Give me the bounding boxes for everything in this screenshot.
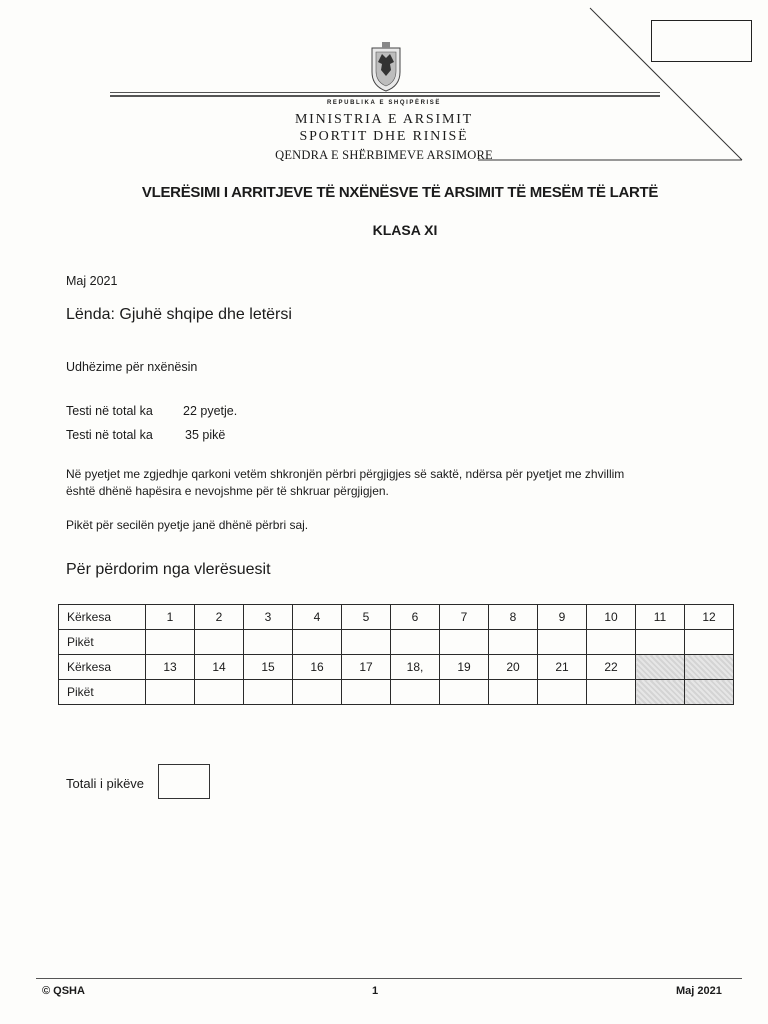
points-total-label: Testi në total ka xyxy=(66,428,153,442)
points-cell[interactable] xyxy=(440,630,489,655)
question-number: 6 xyxy=(391,605,440,630)
points-cell[interactable] xyxy=(293,630,342,655)
points-cell[interactable] xyxy=(489,680,538,705)
questions-count-value: 22 pyetje. xyxy=(183,404,238,418)
total-points-label: Totali i pikëve xyxy=(66,776,145,791)
exam-date: Maj 2021 xyxy=(66,274,118,288)
points-cell[interactable] xyxy=(244,680,293,705)
points-cell[interactable] xyxy=(587,680,636,705)
footer-rule xyxy=(36,978,742,979)
question-number: 15 xyxy=(244,655,293,680)
instructions-paragraph2: Pikët për secilën pyetje janë dhënë përbri saj. xyxy=(66,518,309,532)
question-number: 20 xyxy=(489,655,538,680)
row-label: Kërkesa xyxy=(59,655,146,680)
points-cell[interactable] xyxy=(489,630,538,655)
shaded-cell xyxy=(685,680,734,705)
points-cell[interactable] xyxy=(538,630,587,655)
questions-count-label: Testi në total ka xyxy=(66,404,153,418)
question-number: 18, xyxy=(391,655,440,680)
question-number: 5 xyxy=(342,605,391,630)
table-row xyxy=(59,680,734,705)
ministry-name-line1: MINISTRIA E ARSIMIT xyxy=(294,112,474,127)
instructions-paragraph-line2: është dhënë hapësira e nevojshme për të shkruar përgjigjen. xyxy=(66,484,389,498)
footer-date: Maj 2021 xyxy=(676,985,722,997)
points-cell[interactable] xyxy=(685,630,734,655)
row-label: Kërkesa xyxy=(59,605,146,630)
points-cell[interactable] xyxy=(146,680,195,705)
instructions-paragraph-line1: Në pyetjet me zgjedhje qarkoni vetëm shkronjën përbri përgjigjes së saktë, ndërsa për pyetjet me zhvillim xyxy=(66,467,625,481)
ministry-name-line2: SPORTIT DHE RINISË xyxy=(299,129,469,144)
table-row xyxy=(59,655,734,680)
question-number: 8 xyxy=(489,605,538,630)
total-points-box[interactable] xyxy=(158,764,210,799)
points-cell[interactable] xyxy=(538,680,587,705)
question-number: 10 xyxy=(587,605,636,630)
code-box xyxy=(651,20,752,62)
instructions-heading: Udhëzime për nxënësin xyxy=(66,360,198,374)
shaded-cell xyxy=(636,655,685,680)
row-label: Pikët xyxy=(59,630,146,655)
question-number: 12 xyxy=(685,605,734,630)
question-number: 4 xyxy=(293,605,342,630)
points-cell[interactable] xyxy=(244,630,293,655)
exam-title: VLERËSIMI I ARRITJEVE TË NXËNËSVE TË ARSIMIT TË MESËM TË LARTË xyxy=(141,184,659,201)
grader-section-heading: Për përdorim nga vlerësuesit xyxy=(66,561,271,578)
question-number: 17 xyxy=(342,655,391,680)
row-label: Pikët xyxy=(59,680,146,705)
grade-label: KLASA XI xyxy=(372,222,438,238)
shaded-cell xyxy=(636,680,685,705)
subject-label: Lënda: Gjuhë shqipe dhe letërsi xyxy=(66,306,292,323)
points-cell[interactable] xyxy=(636,630,685,655)
points-cell[interactable] xyxy=(391,680,440,705)
question-number: 9 xyxy=(538,605,587,630)
question-number: 7 xyxy=(440,605,489,630)
points-cell[interactable] xyxy=(391,630,440,655)
albania-emblem-icon xyxy=(370,42,402,92)
table-row xyxy=(59,630,734,655)
question-number: 3 xyxy=(244,605,293,630)
footer-page-number: 1 xyxy=(372,985,379,997)
points-cell[interactable] xyxy=(587,630,636,655)
points-cell[interactable] xyxy=(342,630,391,655)
footer-copyright: © QSHA xyxy=(42,985,85,997)
points-total-value: 35 pikë xyxy=(185,428,226,442)
points-cell[interactable] xyxy=(440,680,489,705)
points-cell[interactable] xyxy=(195,630,244,655)
question-number: 11 xyxy=(636,605,685,630)
question-number: 13 xyxy=(146,655,195,680)
question-number: 16 xyxy=(293,655,342,680)
grading-table xyxy=(58,604,734,705)
question-number: 19 xyxy=(440,655,489,680)
question-number: 1 xyxy=(146,605,195,630)
points-cell[interactable] xyxy=(146,630,195,655)
question-number: 14 xyxy=(195,655,244,680)
question-number: 2 xyxy=(195,605,244,630)
agency-name: QENDRA E SHËRBIMEVE ARSIMORE xyxy=(275,148,493,162)
points-cell[interactable] xyxy=(342,680,391,705)
header-rule xyxy=(110,95,660,97)
shaded-cell xyxy=(685,655,734,680)
republic-label: REPUBLIKA E SHQIPËRISË xyxy=(327,100,441,106)
header-rule xyxy=(110,92,660,93)
question-number: 22 xyxy=(587,655,636,680)
points-cell[interactable] xyxy=(195,680,244,705)
question-number: 21 xyxy=(538,655,587,680)
table-row xyxy=(59,605,734,630)
points-cell[interactable] xyxy=(293,680,342,705)
